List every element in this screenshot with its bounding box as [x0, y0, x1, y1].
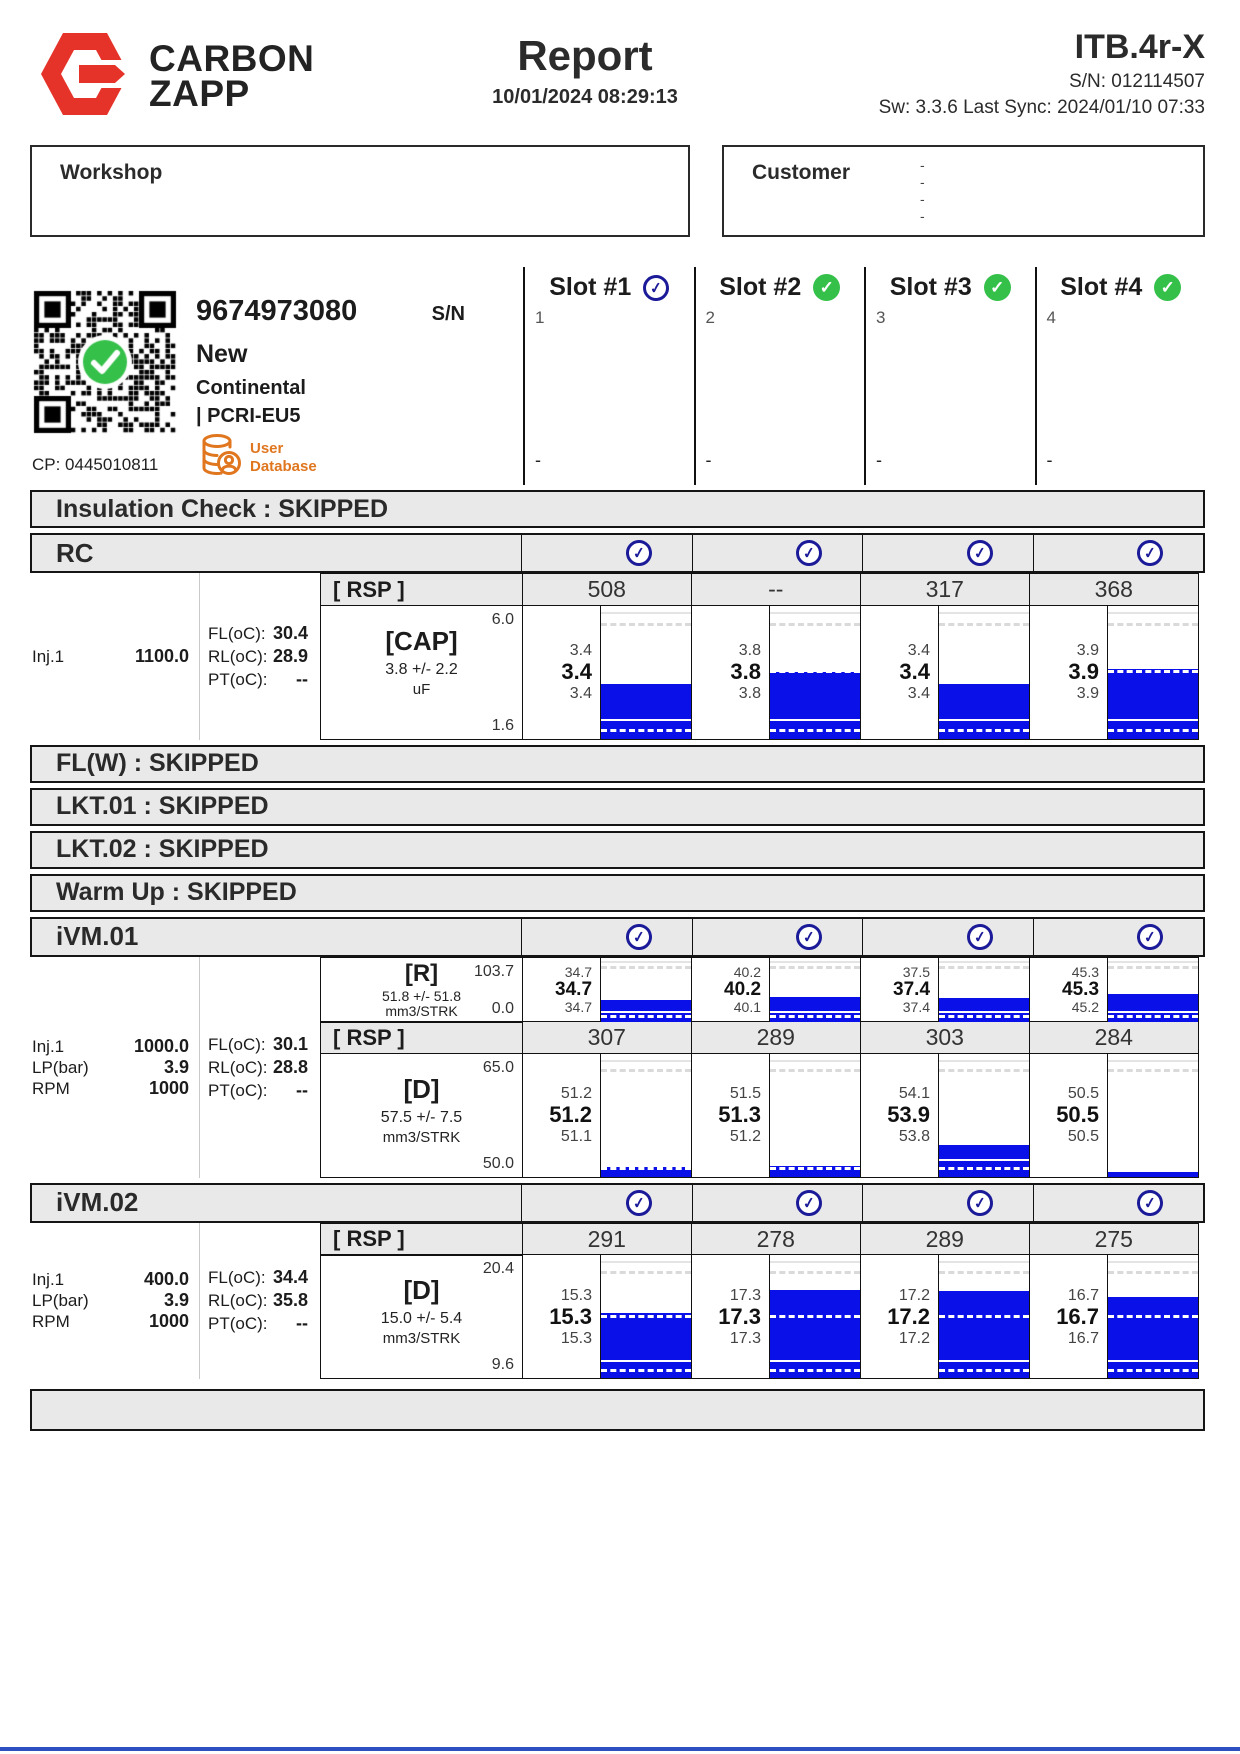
check-icon: ✓ [965, 922, 994, 951]
qr-code [32, 289, 178, 435]
cap-chart-slot4: 3.9 3.9 3.9 [1029, 605, 1200, 740]
bar-plot [769, 606, 860, 739]
axis-max: 6.0 [491, 610, 514, 628]
ivm01-rsp-slot3: 303 [860, 1021, 1031, 1054]
bar-plot [769, 1054, 860, 1177]
injector-panel [30, 267, 523, 485]
ivm01-section-header [30, 917, 1205, 957]
slot1-label: Slot #1 [549, 273, 632, 301]
ivm02-section-body [30, 1223, 1240, 1380]
check-icon: ✓ [1135, 1188, 1164, 1217]
rsp-header: [ RSP ] [320, 573, 523, 606]
ivm02-rsp-row [320, 1223, 1205, 1256]
ivm02-slot4-result [1033, 1185, 1204, 1221]
ivm02-d-row [320, 1254, 1205, 1379]
param-value: 3.9 [163, 1056, 189, 1077]
slot3-status-check-icon: ✓ [984, 274, 1011, 301]
user-database-icon [200, 432, 242, 483]
d-measure-panel [320, 1053, 523, 1178]
measure-unit: uF [412, 680, 431, 698]
rc-slot2-result [692, 535, 863, 571]
ivm02-rsp-slot4: 275 [1029, 1223, 1200, 1256]
device-model: ITB.4r-X [1074, 28, 1205, 66]
check-icon: ✓ [794, 538, 823, 567]
report-header [0, 0, 1240, 129]
bar-plot [769, 1255, 860, 1378]
next-section-band [30, 1389, 1205, 1431]
axis-min: 1.6 [491, 716, 514, 734]
ivm01-rsp-row [320, 1021, 1205, 1054]
injector-condition: New [196, 340, 248, 368]
measure-name: [D] [403, 1073, 440, 1104]
slot-column-2 [694, 267, 865, 485]
temp-label: RL(oC): [208, 646, 268, 666]
slot4-number: 4 [1046, 308, 1056, 327]
cap-chart-slot1: 3.4 3.4 3.4 [522, 605, 693, 740]
slot1-status-check-icon: ✓ [642, 273, 671, 302]
axis-min: 0.0 [491, 999, 514, 1017]
check-icon: ✓ [1135, 538, 1164, 567]
report-title-block [365, 24, 805, 109]
customer-line: - [920, 157, 925, 173]
bar-plot [600, 958, 691, 1022]
page-footer-rule [0, 1747, 1240, 1751]
check-icon: ✓ [965, 538, 994, 567]
injector-details [196, 295, 483, 428]
rsp-header: [ RSP ] [320, 1223, 523, 1256]
param-value: 1000 [148, 1311, 189, 1332]
r-measure-panel [320, 957, 523, 1023]
temp-value: -- [296, 1313, 308, 1334]
measure-name: [D] [403, 1275, 440, 1305]
r-chart-slot1: 34.7 34.7 34.7 [522, 957, 693, 1023]
d-measure-panel [320, 1254, 523, 1379]
rc-slot1-result [521, 535, 692, 571]
check-icon: ✓ [794, 922, 823, 951]
slot-header-table [30, 267, 1240, 485]
slot3-label: Slot #3 [889, 273, 972, 301]
ivm01-r-row [320, 957, 1205, 1023]
ivm01-rsp-slot4: 284 [1029, 1021, 1200, 1054]
cap-measure-panel [320, 605, 523, 740]
device-software: Sw: 3.3.6 Last Sync: 2024/01/10 07:33 [878, 97, 1205, 118]
measure-unit: mm3/STRK [385, 1002, 458, 1019]
banner-lkt01: LKT.01 : SKIPPED [30, 788, 1205, 826]
injector-cp-code: CP: 0445010811 [32, 455, 159, 474]
bar-plot [600, 606, 691, 739]
bar-plot [938, 606, 1029, 739]
banner-insulation-check: Insulation Check : SKIPPED [30, 490, 1205, 528]
rc-section-title: RC [56, 537, 94, 568]
ivm02-rsp-slot3: 289 [860, 1223, 1031, 1256]
bar-plot [600, 1255, 691, 1378]
bar-plot [1107, 1054, 1198, 1177]
d-chart-slot3: 17.2 17.2 17.2 [860, 1254, 1031, 1379]
measure-unit: mm3/STRK [382, 1330, 461, 1347]
temp-value: 28.9 [272, 645, 308, 666]
injector-type: | PCRI-EU5 [196, 405, 301, 427]
d-chart-slot4: 16.7 16.7 16.7 [1029, 1254, 1200, 1379]
rsp-header: [ RSP ] [320, 1021, 523, 1054]
d-chart-slot4: 50.5 50.5 50.5 [1029, 1053, 1200, 1178]
ivm01-section-body [30, 957, 1240, 1178]
axis-min: 50.0 [482, 1154, 514, 1172]
rc-rsp-slot2: -- [691, 573, 862, 606]
param-label: LP(bar) [32, 1291, 89, 1311]
customer-label: Customer [752, 161, 851, 184]
brand-line2: ZAPP [149, 72, 250, 114]
customer-lines [920, 157, 925, 235]
ivm01-slot2-result [692, 919, 863, 955]
device-serial: S/N: 012114507 [1069, 71, 1205, 92]
check-icon: ✓ [624, 922, 653, 951]
param-value: 3.9 [163, 1290, 189, 1311]
bar-plot [938, 958, 1029, 1022]
slot-column-3 [864, 267, 1035, 485]
param-label: RPM [32, 1312, 70, 1332]
param-label: Inj.1 [32, 1036, 65, 1056]
brand-logo [35, 24, 365, 129]
sn-column-label: S/N [431, 303, 465, 325]
rc-section-header [30, 533, 1205, 573]
ivm02-slot3-result [862, 1185, 1033, 1221]
temp-value: -- [296, 1079, 308, 1100]
temp-value: 28.8 [272, 1056, 308, 1077]
ivm02-section-title: iVM.02 [56, 1187, 139, 1217]
ivm02-test-params [30, 1223, 200, 1380]
temp-value: 34.4 [272, 1267, 308, 1288]
ivm01-slot3-result [862, 919, 1033, 955]
ivm02-temperatures [200, 1223, 320, 1380]
rc-rsp-row [320, 573, 1205, 606]
param-label: LP(bar) [32, 1057, 89, 1077]
ivm01-slot1-result [521, 919, 692, 955]
slot4-status-check-icon: ✓ [1154, 274, 1181, 301]
customer-line: - [920, 174, 925, 190]
user-database-label: User Database [250, 440, 317, 475]
banner-lkt02: LKT.02 : SKIPPED [30, 831, 1205, 869]
slot4-label: Slot #4 [1060, 273, 1143, 301]
banner-flw: FL(W) : SKIPPED [30, 745, 1205, 783]
ivm02-section-header [30, 1183, 1205, 1223]
measure-spec: 3.8 +/- 2.2 [385, 660, 458, 678]
ivm01-test-params [30, 957, 200, 1178]
user-database-badge [200, 432, 317, 483]
check-icon: ✓ [965, 1188, 994, 1217]
temp-value: -- [296, 668, 308, 689]
param-value: 1100.0 [134, 645, 189, 666]
injector-brand: Continental [196, 377, 306, 399]
param-label: Inj.1 [32, 1270, 65, 1290]
ivm01-rsp-slot2: 289 [691, 1021, 862, 1054]
d-chart-slot1: 15.3 15.3 15.3 [522, 1254, 693, 1379]
rc-section-body [30, 573, 1240, 740]
slot1-sn: - [535, 450, 541, 470]
device-info-block [805, 24, 1205, 119]
check-icon: ✓ [624, 1188, 653, 1217]
bar-plot [600, 1054, 691, 1177]
measure-spec: 15.0 +/- 5.4 [380, 1310, 463, 1327]
temp-label: FL(oC): [208, 623, 266, 643]
axis-max: 103.7 [473, 962, 514, 980]
ivm02-rsp-slot2: 278 [691, 1223, 862, 1256]
workshop-label: Workshop [60, 161, 163, 184]
d-chart-slot3: 54.1 53.9 53.8 [860, 1053, 1031, 1178]
axis-max: 20.4 [482, 1260, 514, 1277]
measure-spec: 57.5 +/- 7.5 [380, 1108, 463, 1126]
temp-value: 35.8 [272, 1290, 308, 1311]
r-chart-slot3: 37.5 37.4 37.4 [860, 957, 1031, 1023]
temp-label: PT(oC): [208, 669, 268, 689]
bar-plot [1107, 1255, 1198, 1378]
temp-value: 30.4 [272, 622, 308, 643]
temp-value: 30.1 [272, 1033, 308, 1054]
bar-plot [769, 958, 860, 1022]
ivm01-temperatures [200, 957, 320, 1178]
rc-slot4-result [1033, 535, 1204, 571]
customer-line: - [920, 191, 925, 207]
ivm02-slot1-result [521, 1185, 692, 1221]
page-title: Report [517, 32, 653, 79]
axis-min: 9.6 [491, 1356, 514, 1373]
cap-chart-slot3: 3.4 3.4 3.4 [860, 605, 1031, 740]
measure-name: [R] [404, 959, 439, 987]
r-chart-slot2: 40.2 40.2 40.1 [691, 957, 862, 1023]
param-value: 1000.0 [133, 1035, 189, 1056]
check-icon: ✓ [1135, 922, 1164, 951]
report-datetime: 10/01/2024 08:29:13 [492, 86, 678, 108]
param-value: 400.0 [143, 1269, 189, 1290]
rc-slot3-result [862, 535, 1033, 571]
bar-plot [938, 1255, 1029, 1378]
slot2-sn: - [705, 450, 712, 470]
param-value: 1000 [148, 1077, 189, 1098]
banner-warmup: Warm Up : SKIPPED [30, 874, 1205, 912]
rc-rsp-slot4: 368 [1029, 573, 1200, 606]
carbon-zapp-logo-icon [35, 24, 135, 129]
slot4-sn: - [1046, 450, 1053, 470]
temp-label: RL(oC): [208, 1291, 268, 1311]
slot2-number: 2 [705, 308, 715, 327]
rc-test-params [30, 573, 200, 740]
slot-column-1 [523, 267, 694, 485]
slot3-sn: - [876, 450, 882, 470]
measure-spec: 51.8 +/- 51.8 [381, 987, 461, 1004]
ivm01-slot4-result [1033, 919, 1204, 955]
ivm02-rsp-slot1: 291 [522, 1223, 693, 1256]
slot3-number: 3 [876, 308, 886, 327]
injector-part-number: 9674973080 [196, 295, 358, 327]
bar-plot [938, 1054, 1029, 1177]
check-icon: ✓ [624, 538, 653, 567]
temp-label: PT(oC): [208, 1080, 268, 1100]
bar-plot [1107, 958, 1198, 1022]
ivm01-rsp-slot1: 307 [522, 1021, 693, 1054]
temp-label: PT(oC): [208, 1314, 268, 1334]
rc-cap-row [320, 605, 1205, 740]
customer-box [722, 145, 1205, 237]
measure-unit: mm3/STRK [382, 1128, 461, 1146]
ivm02-slot2-result [692, 1185, 863, 1221]
axis-max: 65.0 [482, 1058, 514, 1076]
rc-temperatures [200, 573, 320, 740]
check-icon: ✓ [794, 1188, 823, 1217]
param-label: Inj.1 [32, 646, 65, 666]
slot2-label: Slot #2 [719, 273, 802, 301]
brand-line1: CARBON [149, 38, 315, 80]
rc-rsp-slot1: 508 [522, 573, 693, 606]
temp-label: RL(oC): [208, 1057, 268, 1077]
slot2-status-check-icon: ✓ [813, 274, 840, 301]
r-chart-slot4: 45.3 45.3 45.2 [1029, 957, 1200, 1023]
brand-name [149, 38, 315, 114]
customer-line: - [920, 208, 925, 224]
param-label: RPM [32, 1078, 70, 1098]
slot-column-4 [1035, 267, 1206, 485]
slot1-number: 1 [535, 308, 545, 327]
ivm01-d-row [320, 1053, 1205, 1178]
rc-rsp-slot3: 317 [860, 573, 1031, 606]
bar-plot [1107, 606, 1198, 739]
cap-chart-slot2: 3.8 3.8 3.8 [691, 605, 862, 740]
d-chart-slot1: 51.2 51.2 51.1 [522, 1053, 693, 1178]
d-chart-slot2: 17.3 17.3 17.3 [691, 1254, 862, 1379]
workshop-box [30, 145, 690, 237]
info-boxes [0, 141, 1240, 249]
measure-name: [CAP] [385, 625, 458, 656]
temp-label: FL(oC): [208, 1034, 266, 1054]
d-chart-slot2: 51.5 51.3 51.2 [691, 1053, 862, 1178]
ivm01-section-title: iVM.01 [56, 921, 139, 951]
temp-label: FL(oC): [208, 1268, 266, 1288]
